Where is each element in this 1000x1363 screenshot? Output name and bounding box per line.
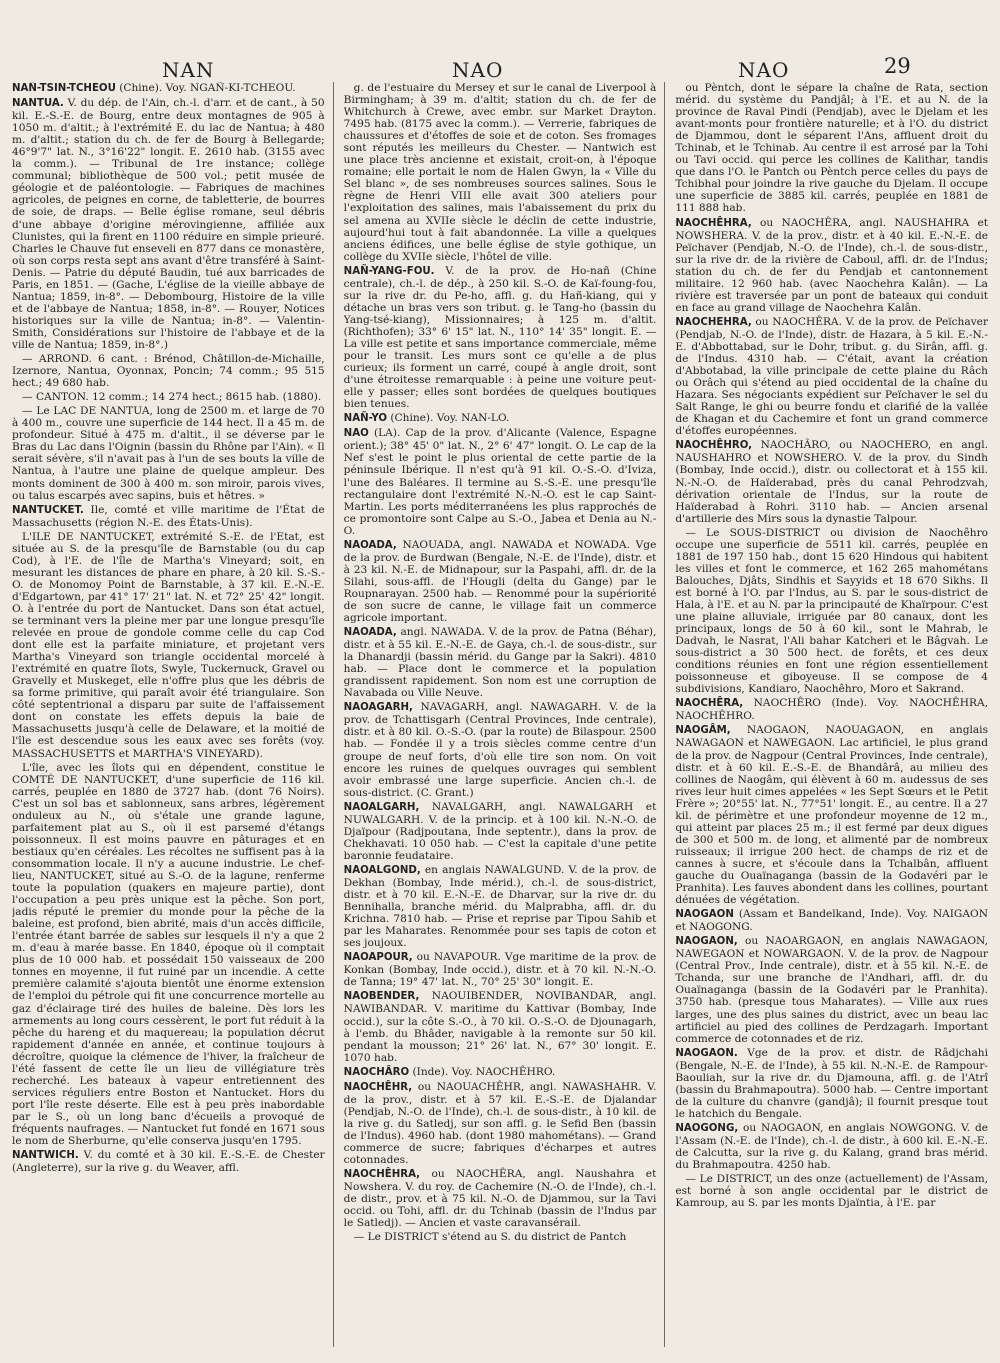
column-left bbox=[12, 82, 334, 1347]
entry-headword: NAOCHÊHR, bbox=[343, 1081, 413, 1093]
dictionary-entry bbox=[344, 801, 657, 862]
entry-paragraph bbox=[12, 391, 325, 403]
dictionary-entry bbox=[675, 724, 988, 906]
entry-text: — Le LAC DE NANTUA, long de 2500 m. et large de 70 à 400 m., couvre une superficie de 144 hect. Il a 45 m. de profondeur. Situé à 475 m. d'altit., il se déverse par le Bras du Lac dans l'Oignin (bassin du Rhône par l'Ain). « Il serait sévère, s'il n'avait pas à l'un de ses bouts la ville de Nantua, à l'autre une plaine de quelque ampleur. Des monts dominent de 300 à 400 m. son miroir, parois vives, ou talus escarpés avec sapins, buis et hêtres. » bbox=[12, 405, 325, 502]
entry-text: — Le DISTRICT s'étend au S. du district de Pantch bbox=[353, 1231, 627, 1244]
entry-headword: NAOCHÊHRO, bbox=[675, 440, 753, 452]
entry-headword: NANTUA. bbox=[12, 98, 64, 110]
entry-headword: NAOCHÊHRA, bbox=[675, 217, 752, 229]
entry-text: ou NAOUACHÊHR, angl. NAWASHAHR. V. de la prov., distr. et à 57 kil. E.-S.-E. de Djalandar (Pendjab, N.-O. de l'Inde), ch.-l. de sous-distr., à 10 kil. de la rive g. du Satledj, sur son affl. g. le Sefid Ben (bassin de l'Indus). 4960 hab. (dont 1980 mahométans). — Grand commerce de sucre; fabriques d'écharpes et autres cotonnades. bbox=[343, 1080, 657, 1167]
dictionary-entry bbox=[344, 427, 657, 536]
dictionary-entry bbox=[344, 1081, 657, 1166]
column-right bbox=[675, 82, 988, 1347]
entry-text: angl. NAWADA. V. de la prov. de Patna (Béhar), distr. et à 55 kil. E.-N.-E. de Gaya, ch.-l. de sous-distr., sur la Dhanardji (bassin mérid. du Gange par la Sakri). 4810 hab. — Place dont le commerce et la population grandissent rapidement. Son nom est une corruption de Navabada ou Ville Neuve. bbox=[343, 626, 657, 700]
entry-headword: NAOALGOND, bbox=[343, 864, 421, 876]
dictionary-entry bbox=[344, 951, 657, 988]
dictionary-entry bbox=[344, 265, 657, 411]
dictionary-entry bbox=[675, 439, 988, 524]
page-number: 29 bbox=[884, 54, 911, 78]
dictionary-entry bbox=[344, 539, 657, 624]
dictionary-entry bbox=[675, 908, 988, 933]
entry-headword: NAOGÂM, bbox=[675, 725, 731, 737]
dictionary-entry bbox=[344, 412, 657, 425]
entry-headword: NANTWICH. bbox=[12, 1150, 79, 1162]
running-head-right: NAO bbox=[738, 58, 790, 82]
entry-paragraph bbox=[675, 82, 988, 215]
entry-text: (Chine). Voy. NAN-LO. bbox=[387, 412, 510, 425]
text-columns bbox=[12, 82, 988, 1347]
dictionary-entry bbox=[344, 1168, 657, 1229]
entry-text: L'île, avec les îlots qui en dépendent, constitue le COMTÉ DE NANTUCKET, d'une superficie de 116 kil. carrés, peuplée en 1880 de 3727 hab. (dont 76 Noirs). C'est un sol bas et sablonneux, sans arbres, légèrement onduleux au N., où s'étale une grande lagune, parfaitement plat au S., où il est parsemé d'étangs poissonneux. Il est moins pauvre en pâturages et en bestiaux qu'en céréales. Les récoltes ne suffisent pas à la consommation locale. Il n'y a aucune industrie. Le chef-lieu, NANTUCKET, situé au S.-O. de la lagune, renferme toute la population (quakers en majeure partie), dont l'occupation a peu près unique est la pêche. Son port, jadis réputé le premier du monde pour la pêche de la baleine, est profond, bien abrité, mais d'un accès difficile, l'entrée étant barrée de sables sur lesquels il n'y a que 2 m. d'eau à marée basse. En 1840, époque où il comptait plus de 10 000 hab. et possédait 150 vaisseaux de 200 tonnes en moyenne, il fut ruiné par un incendie. A cette première calamité s'ajouta bientôt une énorme extension de l'emploi du pétrole qui fit une concurrence mortelle au gaz d'éclairage tiré des huiles de baleine. Dès lors les armements au long cours cessèrent, le port fut réduit à la pêche du hareng et du maquereau; la population décrut rapidement d'année en année, et continue toujours à décroître, quoique la clémence de l'hiver, la fraîcheur de l'été fassent de cette île un lieu de villégiature très recherché. Les bateaux à vapeur entretiennent des services réguliers entre Boston et Nantucket. Hors du port l'île reste déserte. Elle est à peu près inabordable par le S., où un long banc d'écueils a provoqué de fréquents naufrages. — Nantucket fut fondé en 1671 sous le nom de Sherburne, qu'elle conserva jusqu'en 1795. bbox=[12, 761, 325, 1148]
dictionary-entry bbox=[344, 990, 657, 1063]
dictionary-entry bbox=[675, 697, 988, 722]
entry-headword: NAOCHÊRA, bbox=[675, 698, 744, 710]
entry-text: NAOUIBENDER, NOVIBANDAR, angl. NAWIBANDAR. V. maritime du Kattivar (Bombay, Inde occid.), sur la côte S.-O., à 70 kil. O.-S.-O. de Djounagarh, à l'emb. du Bhâder, navigable à la remonte sur 50 kil. pendant la mousson; 21° 26' lat. N., 67° 30' longit. E. 1070 hab. bbox=[343, 990, 657, 1064]
dictionary-entry bbox=[12, 504, 325, 529]
entry-text: ou Pèntch, dont le sépare la chaîne de Rata, section mérid. du système du Pandjâl; à l'E. et au N. de la province de Raval Pindi (Pendjab), avec le Djelam et les avant-monts pour frontière naturelle; et à l'O. du district de Djammou, dont le séparent l'Ans, affluent droit du Tchinab, et le Tchinab. Au centre il est arrosé par la Tohi ou Tavi occid. qui perce les collines de Kalithar, tandis que dans l'O. le Pantch ou Pèntch perce celles du pays de Tchibhal pour joindre la rive gauche du Djelam. Il occupe une superficie de 3885 kil. carrés, peuplée en 1881 de 111 888 hab. bbox=[675, 82, 989, 215]
entry-headword: NAOADA, bbox=[343, 627, 397, 639]
entry-text: — CANTON. 12 comm.; 14 274 hect.; 8615 hab. (1880). bbox=[22, 391, 322, 404]
entry-text: Vge de la prov. et distr. de Râdjchahi (Bengale, N.-E. de l'Inde), à 55 kil. N.-N.-E. de Rampour-Baouliah, sur la rive dr. du Djamouna, affl. g. de l'Atrî (bassin du Brahmapoutra). 5000 hab. — Centre important de la culture du chanvre (gandjâ); il fournit presque tout le hatchich du Bengale. bbox=[675, 1046, 989, 1120]
running-head-left: NAN bbox=[162, 58, 215, 82]
dictionary-entry bbox=[675, 316, 988, 437]
dictionary-entry bbox=[344, 701, 657, 798]
dictionary-entry bbox=[12, 97, 325, 351]
dictionary-entry bbox=[675, 217, 988, 314]
entry-headword: NAÑ-YANG-FOU. bbox=[343, 265, 435, 277]
entry-headword: NAOALGARH, bbox=[343, 801, 420, 813]
entry-headword: NAOCHÊHRA, bbox=[343, 1169, 421, 1181]
entry-paragraph bbox=[344, 82, 657, 263]
entry-text: V. du comté et à 30 kil. E.-S.-E. de Chester (Angleterre), sur la rive g. du Weaver, affl. bbox=[12, 1149, 325, 1175]
entry-text: g. de l'estuaire du Mersey et sur le canal de Liverpool à Birmingham; à 39 m. d'altit; station du ch. de fer de Whitchurch à Crewe, avec embr. sur Market Drayton. 7495 hab. (8175 avec la comm.). — Verrerie, fabriques de chaussures et d'étoffes de soie et de coton. Ses fromages sont réputés les meilleurs du Chester. — Nantwich est une place très ancienne et existait, croit-on, à l'époque romaine; elle portait le nom de Halen Gwyn, la « Ville du Sel blanc », de ses nombreuses sources salines. Sous le règne de Henri VIII elle avait 300 ateliers pour l'exploitation des salines, mais l'abaissement du prix du sel amena au XVIIe siècle le déclin de cette industrie, aujourd'hui tout à fait abandonnée. La ville a quelques anciens édifices, une belle église de style gothique, un collège du XVIIe siècle, l'hôtel de ville. bbox=[343, 82, 657, 263]
entry-text: en anglais NAWALGUND. V. de la prov. de Dekhan (Bombay, Inde mérid.), ch.-l. de sous-district, distr. et à 70 kil. E.-N.-E. de Dharvar, sur la rive dr. du Bennihalla, branche mérid. du Malprabha, affl. dr. du Krichna. 7810 hab. — Prise et reprise par Tipou Sahib et par les Maharates. Renommée pour ses tapis de coton et ses joujoux. bbox=[343, 863, 657, 950]
entry-headword: NAOCHEHRA, bbox=[675, 316, 752, 328]
dictionary-entry bbox=[12, 1149, 325, 1174]
entry-text: ou NAOCHÊRA, angl. NAUSHAHRA et NOWSHERA. V. de la prov., distr. et à 40 kil. E.-N.-E. de Peïchaver (Pendjab, N.-O. de l'Inde), ch.-l. de sous-distr., sur la rive dr. de la rivière de Caboul, affl. dr. de l'Indus; station du ch. de fer du Pendjab et cantonnement militaire. 12 960 hab. (avec Naochehra Kalân). — La rivière est traversée par un pont de bateaux qui conduit en face au grand village de Naochehra Kalân. bbox=[675, 216, 989, 314]
entry-text: ou NAOARGAON, en anglais NAWAGAON, NAWEGAON et NOWARGAON. V. de la prov. de Nagpour (Central Prov., Inde centrale), distr. et à 55 kil. N.-E. de Tchanda, sur une branche de l'Andhari, affl. dr. du Ouaïnaganga (bassin de la Godavéri par le Pranhita). 3750 hab. (presque tous Maharates). — Ville aux rues larges, une des plus saines du district, avec un beau lac artificiel au pied des collines de Perdzagarh. Important commerce de cotonnades et de riz. bbox=[675, 935, 989, 1045]
entry-text: (Chine). Voy. NGAÑ-KI-TCHEOU. bbox=[115, 82, 296, 94]
entry-text: (LA). Cap de la prov. d'Alicante (Valence, Espagne orient.); 38° 45' 0" lat. N., 2° 6' 47" longit. O. Le cap de la Nef s'est le point le plus oriental de cette partie de la péninsule Ibérique. Il n'est qu'à 91 kil. O.-S.-O. d'Iviza, l'une des Baléares. Il termine au S.-S.-E. une presqu'île rectangulaire dont l'extrémité N.-N.-O. est le cap Saint-Martin. Les ports méditerranéens les plus rapprochés de ce promontoire sont Calpe au S.-O., Jabea et Denia au N.-O. bbox=[343, 427, 657, 537]
entry-text: ou NAOGAON, en anglais NOWGONG. V. de l'Assam (N.-E. de l'Inde), ch.-l. de distr., à 600 kil. E.-N.-E. de Calcutta, sur la rive g. du Kalang, grand bras mérid. du Brahmapoutra. 4250 hab. bbox=[675, 1121, 989, 1172]
entry-paragraph bbox=[12, 405, 325, 501]
dictionary-entry bbox=[344, 1066, 657, 1079]
entry-paragraph bbox=[675, 527, 988, 696]
entry-paragraph bbox=[12, 762, 325, 1148]
entry-text: ou NAOCHÊRA. V. de la prov. de Peïchaver (Pendjab, N.-O. de l'Inde), distr. de Hazara, à 5 kil. E.-N.-E. d'Abbottabad, sur le Dohr, tribut. g. du Sirân, affl. g. de l'Indus. 4310 hab. — C'était, avant la création d'Abbotabad, la ville principale de cette plaine du Râch ou Orâch qui s'étend au pied occidental de la chaîne du Hazara. Ses négociants expédient sur Peïchaver le sel du Salt Range, le ghi ou beurre fondu et clarifié de la vallée de Khagan et du Cachemire et font un grand commerce d'étoffes européennes. bbox=[675, 315, 989, 438]
entry-headword: NAOADA, bbox=[343, 539, 397, 551]
entry-paragraph bbox=[344, 1231, 657, 1243]
entry-text: — ARROND. 6 cant. : Brénod, Châtillon-de-Michaille, Izernore, Nantua, Oyonnax, Poncin; 74 comm.; 95 515 hect.; 49 680 hab. bbox=[12, 353, 325, 390]
dictionary-entry bbox=[344, 864, 657, 949]
entry-paragraph bbox=[675, 1173, 988, 1209]
entry-headword: NAO bbox=[343, 428, 369, 440]
entry-headword: NAOBENDER, bbox=[343, 991, 420, 1003]
entry-headword: NAOAPOUR, bbox=[343, 952, 413, 964]
running-head-center: NAO bbox=[452, 58, 504, 82]
dictionary-entry bbox=[12, 82, 325, 95]
entry-headword: NAOGAON. bbox=[675, 1047, 738, 1059]
entry-headword: NAÑ-YO bbox=[343, 413, 388, 425]
entry-text: NAVALGARH, angl. NAWALGARH et NUWALGARH. V. de la princip. et à 100 kil. N.-N.-O. de Djaïpour (Radjpoutana, Inde septentr.), dans la prov. de Chekhavati. 10 050 hab. — C'est la capitale d'une petite baronnie feudataire. bbox=[343, 800, 657, 862]
entry-headword: NAOGAON bbox=[675, 909, 734, 921]
entry-text: ou NAOCHÊRA, angl. Naushahra et Nowshera. V. du roy. de Cachemire (N.-O. de l'Inde), ch.-l. de distr., prov. et à 75 kil. N.-O. de Djammou, sur la Tavi occid. ou Tohi, affl. dr. du Tchinab (bassin de l'Indus par le Satledj). — Ancien et vaste caravansérail. bbox=[343, 1168, 657, 1230]
entry-headword: NAÑ-TSIN-TCHEOU bbox=[12, 83, 116, 94]
entry-text: NAOCHÊRO (Inde). Voy. NAOCHÊHRA, NAOCHÊHRO. bbox=[675, 697, 989, 723]
entry-text: V. du dép. de l'Ain, ch.-l. d'arr. et de cant., à 50 kil. E.-S.-E. de Bourg, entre deux montagnes de 905 à 1050 m. d'altit.; à l'extrémité E. du lac de Nantua; à 480 m. d'altit.; station du ch. de fer de Bourg à Bellegarde; 46°9'7" lat. N., 3°16'22" longit. E. 2610 hab. (3155 avec la comm.). — Tribunal de 1re instance; collège communal; bibliothèque de 500 vol.; petit musée de géologie et de paléontologie. — Fabriques de machines agricoles, de peignes en corne, de tabletterie, de bourres de soie, de draps. — Belle église romane, seul débris d'une abbaye d'origine mérovingienne, affiliée aux Clunistes, qui la firent en 1100 réduire en simple prieuré. Charles le Chauve fut enseveli en 877 dans ce monastère, où son corps resta sept ans avant d'être transféré à Saint-Denis. — Patrie du député Baudin, tué aux barricades de Paris, en 1851. — (Gache, L'église de la vieille abbaye de Nantua; 1859, in-8°. — Debombourg, Histoire de la ville et de l'abbaye de Nantua; 1858, in-8°. — Rouyer, Notices historiques sur la ville de Nantua; in-8°. — Valentin-Smith, Considérations sur l'histoire de l'abbaye et de la ville de Nantua; 1859, in-8°.) bbox=[12, 97, 325, 351]
entry-paragraph bbox=[12, 531, 325, 760]
entry-headword: NANTUCKET. bbox=[12, 504, 84, 516]
entry-text: — Le SOUS-DISTRICT ou division de Naochêhro occupe une superficie de 5511 kil. carrés, peuplée en 1881 de 197 150 hab., dont 15 620 Hindous qui habitent les villes et font le commerce, et 162 265 mahométans Balouches, Djâts, Sindhis et Sayyids et 18 670 Sikhs. Il est borné à l'O. par l'Indus, au S. par le sous-district de Hala, à l'E. et au N. par la principauté de Khaïrpour. C'est une plaine alluviale, irriguée par 80 canaux, dont les principaux, longs de 50 à 60 kil., sont le Mahrab, le Dadvah, le Nasrat, l'Ali bahar Katcheri et le Bâgvah. Le sous-district a 30 500 hect. de forêts, et ces deux conditions réunies en font une région essentiellement poissonneuse et giboyeuse. Il se compose de 4 subdivisions, Kandiaro, Naochêhro, Moro et Sakrand. bbox=[675, 526, 989, 696]
dictionary-entry bbox=[675, 935, 988, 1044]
entry-text: — Le DISTRICT, un des onze (actuellement) de l'Assam, est borné à son angle occidental par le district de Kamroup, au S. par les monts Djaïntia, à l'E. par bbox=[675, 1173, 989, 1210]
entry-text: (Assam et Bandelkand, Inde). Voy. NAIGAON et NAOGONG. bbox=[675, 908, 989, 934]
dictionary-entry bbox=[675, 1047, 988, 1120]
entry-text: V. de la prov. de Ho-nañ (Chine centrale), ch.-l. de dép., à 250 kil. S.-O. de Kaï-foung-fou, sur la rive dr. du Pe-ho, affl. g. du Hañ-kiang, qui y détache un bras vers son tribut. g. le Tang-ho (bassin du Yang-tsé-kiang), Missionnaires; à 125 m. d'altit. (Richthofen); 33° 6' 15" lat. N., 110° 14' 35" longit. E. — La ville est petite et sans importance commerciale, même pour le transit. Les murs sont ce qu'elle a de plus curieux; ils forment un carré, coupé à angle droit, sont d'une étroitesse remarquable : à peine une voiture peut-elle y passer; elles sont bordées de quelques boutiques bien tenues. bbox=[343, 264, 657, 411]
entry-text: NAOCHÂRO, ou NAOCHERO, en angl. NAUSHAHRO et NOWSHERO. V. de la prov. du Sindh (Bombay, Inde occid.), distr. ou collectorat et à 155 kil. N.-N.-O. de Haïderabad, près du canal Pehrodzvah, dérivation orientale de l'Indus, sur la route de Haïderabad à Rohri. 3110 hab. — Ancien arsenal d'artillerie des Mirs sous la dynastie Talpour. bbox=[675, 439, 989, 525]
entry-text: ou NAVAPOUR. Vge maritime de la prov. de Konkan (Bombay, Inde occid.), distr. et à 70 kil. N.-N.-O. de Tanna; 19° 47' lat. N., 70° 25' 30" longit. E. bbox=[343, 951, 657, 989]
entry-text: NAVAGARH, angl. NAWAGARH. V. de la prov. de Tchattisgarh (Central Provinces, Inde centrale), distr. et à 80 kil. O.-S.-O. (par la route) de Bilaspour. 2500 hab. — Fondée il y a trois siècles comme centre d'un groupe de neuf forts, d'où elle tire son nom. On voit encore les ruines de quelques ouvrages qui semblent avoir embrassé une large superficie. Ancien ch.-l. de sous-district. (C. Grant.) bbox=[343, 701, 657, 799]
entry-text: NAOGAON, NAOUAGAON, en anglais NAWAGAON et NAWEGAON. Lac artificiel, le plus grand de la prov. de Nagpour (Central Provinces, Inde centrale), distr. et à 60 kil. E.-S.-E. de Bhandârâ, au milieu des collines de Naogâm, qui élèvent à 60 m. audessus de ses rives leur huit cimes appelées « les Sept Sœurs et le Petit Frère »; 20°55' lat. N., 77°51' longit. E., au centre. Il a 27 kil. de périmètre et une profondeur moyenne de 12 m., qui atteint par places 25 m.; il est fermé par deux digues de 300 et 500 m. de long, et alimenté par de nombreux ruisseaux; il irrigue 200 hect. de champs de riz et de cannes à sucre, et s'écoule dans la Tchalbân, affluent gauche du Ouaïnaganga (bassin de la Godavéri par le Pranhita). Les fauves abondent dans les collines, pourtant dénuées de végétation. bbox=[675, 724, 989, 907]
dictionary-entry bbox=[675, 1122, 988, 1171]
entry-headword: NAOAGARH, bbox=[343, 702, 413, 714]
entry-text: (Inde). Voy. NAOCHÊHRO. bbox=[409, 1065, 556, 1078]
entry-text: Ile, comté et ville maritime de l'État de Massachusetts (région N.-E. des États-Unis). bbox=[12, 503, 325, 529]
entry-headword: NAOGONG, bbox=[675, 1122, 739, 1134]
entry-text: NAOUADA, angl. NAWADA et NOWADA. Vge de la prov. de Burdwan (Bengale, N.-E. de l'Inde), distr. et à 23 kil. N.-E. de Midnapour, sur la Paspahi, affl. dr. de la Silahi, sous-affl. de l'Hougli (delta du Gange) par le Roupnarayan. 2500 hab. — Renommé pour la supériorité de son sucre de canne, le village fait un commerce agricole important. bbox=[343, 538, 657, 625]
entry-headword: NAOGAON, bbox=[675, 936, 738, 948]
entry-text: L'ILE DE NANTUCKET, extrémité S.-E. de l'Etat, est située au S. de la presqu'île de Barnstable (ou du cap Cod), à l'E. de l'île de Martha's Vineyard; soit, en mesurant les distances de phare en phare, à 20 kil. S.-S.-O. de Monomoy Point de Barnstable, à 37 kil. E.-N.-E. d'Edgartown, par 41° 17' 21" lat. N. et 72° 25' 42" longit. O. à l'entrée du port de Nantucket. Dans son état actuel, se terminant vers la pleine mer par une longue presqu'île relevée en proue de gondole comme celle du cap Cod dont elle est la parfaite miniature, et projetant vers Martha's Vineyard son triangle occidental morcelé à l'extrémité en quatre îlots, Swyle, Tuckernuck, Gravel ou Gravelly et Muskeget, elle n'offre plus que les débris de sa forme primitive, qui paraît avoir été triangulaire. Son côté septentrional a disparu par suite de l'affaissement dont on constate les effets depuis la baie de Massachusetts jusqu'à celle de Delaware, et la moitié de l'île est descendue sous les eaux avec ses forêts (voy. MASSACHUSETTS et MARTHA'S VINEYARD). bbox=[12, 530, 325, 760]
entry-paragraph bbox=[12, 353, 325, 389]
column-middle bbox=[344, 82, 666, 1347]
entry-headword: NAOCHÂRO bbox=[343, 1066, 410, 1078]
dictionary-entry bbox=[344, 626, 657, 699]
